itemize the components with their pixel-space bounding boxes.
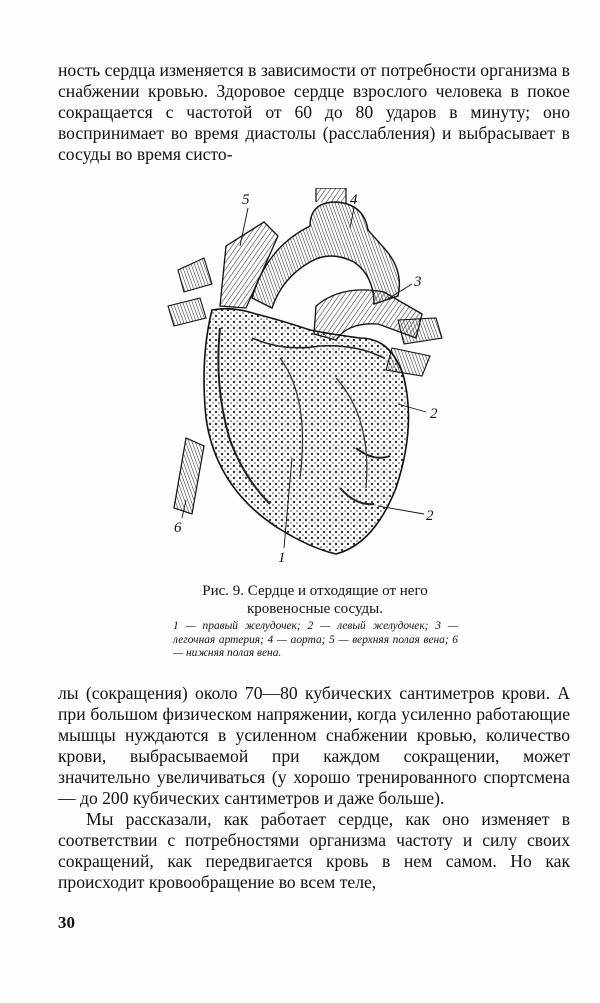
figure-label: 2: [430, 406, 438, 422]
heart-body: [204, 309, 409, 554]
paragraph: Мы рассказали, как работает сердце, как оно изменяет в соответствии с потребностями организма частоту и силу своих сокращений, как передвигается кровь в нем самом. Но как происходит кровообращение во всем теле,: [58, 809, 570, 892]
figure-legend: 1 — правый желудочек; 2 — левый желудочек; 3 — легочная артерия; 4 — аорта; 5 — верхняя полая вена; 6 — нижняя полая вена.: [173, 620, 458, 659]
inferior-vena-cava: [174, 438, 204, 514]
body-text-top: [58, 60, 570, 165]
paragraph: ность сердца изменяется в зависимости от потребности организма в снабжении кровью. Здоровое сердце взрослого человека в покое сокращается с частотой от 60 до 80 ударов в минуту; оно воспринимает во время диастолы (расслабления) и выбрасывает в сосуды во время систо-: [58, 60, 570, 164]
page-number: 30: [58, 913, 75, 932]
figure-label: 2: [426, 508, 434, 524]
figure-label: 3: [414, 274, 422, 290]
body-text-bottom: [58, 683, 570, 893]
figure-label: 1: [278, 550, 286, 566]
figure-label: 4: [350, 192, 358, 208]
heart-illustration: [160, 188, 460, 568]
figure-label: 6: [174, 520, 182, 536]
figure-caption: Рис. 9. Сердце и отходящие от него кровеносные сосуды.: [202, 583, 428, 617]
paragraph: лы (сокращения) около 70—80 кубических сантиметров крови. А при большом физическом напряжении, когда усиленно работающие мышцы нуждаются в усиленном снабжении кровью, количество крови, выбрасываемой при каждом сокращении, может значительно увеличиваться (у хорошо тренированного спортсмена — до 200 кубических сантиметров и даже больше).: [58, 683, 570, 808]
figure-label: 5: [242, 192, 250, 208]
